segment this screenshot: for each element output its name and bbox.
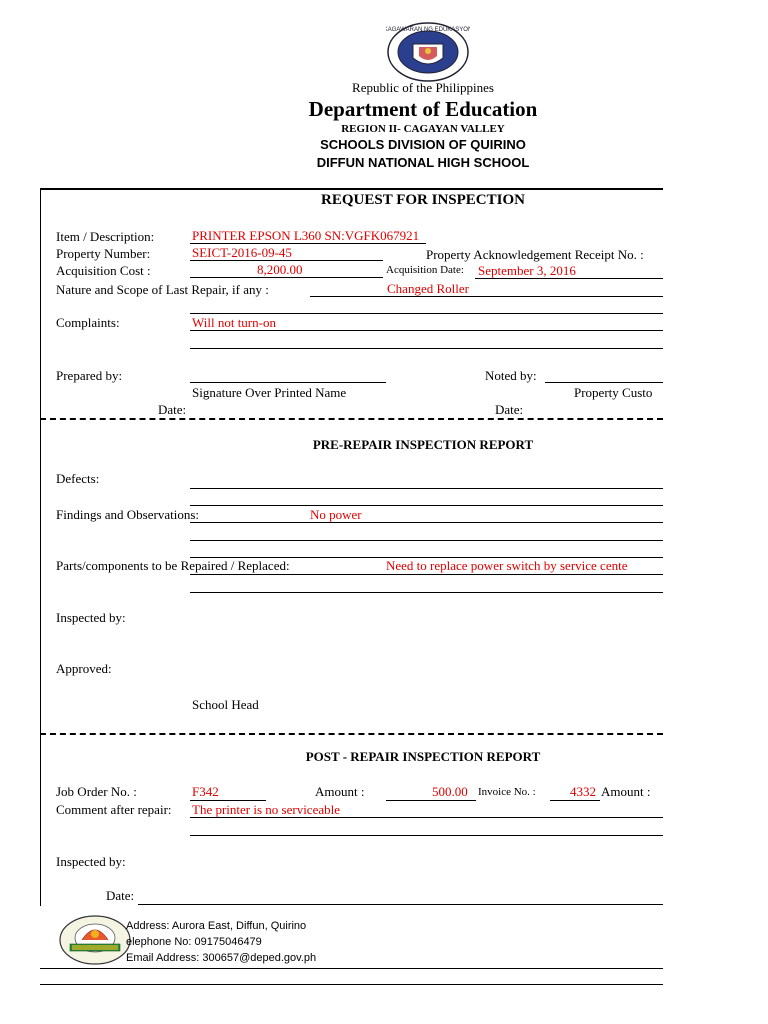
property-number-line xyxy=(190,260,383,261)
footer-email[interactable]: Email Address: 300657@deped.gov.ph xyxy=(126,952,317,964)
invoice-value[interactable]: 4332 xyxy=(570,784,596,799)
footer-address: Address: Aurora East, Diffun, Quirino xyxy=(126,920,307,932)
acq-date-line xyxy=(475,278,663,279)
property-number-label: Property Number: xyxy=(56,246,151,261)
par-label: Property Acknowledgement Receipt No. : xyxy=(426,247,644,262)
footer-line-1 xyxy=(40,968,663,969)
complaints-label: Complaints: xyxy=(56,315,120,330)
deped-seal-icon xyxy=(386,22,470,82)
findings-line-1 xyxy=(190,522,663,523)
last-repair-label: Nature and Scope of Last Repair, if any : xyxy=(56,282,269,297)
invoice-label: Invoice No. : xyxy=(478,786,536,798)
noted-by-label: Noted by: xyxy=(485,368,537,383)
findings-value[interactable]: No power xyxy=(310,507,362,522)
division-text: SCHOOLS DIVISION OF QUIRINO xyxy=(320,137,526,152)
acq-cost-value[interactable]: 8,200.00 xyxy=(257,262,303,277)
invoice-line xyxy=(550,800,600,801)
findings-line-top xyxy=(190,505,663,506)
signature-label: Signature Over Printed Name xyxy=(192,385,347,400)
school-text: DIFFUN NATIONAL HIGH SCHOOL xyxy=(316,155,530,170)
school-head-label: School Head xyxy=(192,697,259,712)
post-date-label: Date: xyxy=(106,888,135,903)
section-divider-2 xyxy=(40,733,663,735)
parts-line-2 xyxy=(190,592,663,593)
acq-date-label: Acquisition Date: xyxy=(386,264,464,276)
prepared-by-label: Prepared by: xyxy=(56,368,123,383)
acq-cost-line xyxy=(190,277,383,278)
republic-text: Republic of the Philippines xyxy=(352,80,494,95)
parts-label: Parts/components to be Repaired / Replaced: xyxy=(56,558,290,573)
comment-line-1 xyxy=(190,817,663,818)
last-repair-value[interactable]: Changed Roller xyxy=(387,281,469,296)
form-left-border xyxy=(40,188,41,906)
amount-line xyxy=(386,800,476,801)
defects-line xyxy=(190,488,663,489)
post-date-line xyxy=(138,904,663,905)
post-repair-title: POST - REPAIR INSPECTION REPORT xyxy=(305,749,541,764)
comment-label: Comment after repair: xyxy=(56,802,172,817)
svg-text:KAGAWARAN NG EDUKASYON: KAGAWARAN NG EDUKASYON xyxy=(386,27,470,33)
complaints-line-2 xyxy=(190,348,663,349)
complaints-value[interactable]: Will not turn-on xyxy=(192,315,276,330)
pre-inspected-by-label: Inspected by: xyxy=(56,610,126,625)
comment-line-2 xyxy=(190,835,663,836)
parts-value[interactable]: Need to replace power switch by service cente xyxy=(386,558,628,573)
comment-value[interactable]: The printer is no serviceable xyxy=(192,802,340,817)
property-number-value[interactable]: SEICT-2016-09-45 xyxy=(192,245,292,260)
amount-label: Amount : xyxy=(315,784,365,799)
parts-line-1 xyxy=(190,574,663,575)
prepared-by-line xyxy=(190,382,386,383)
job-order-value[interactable]: F342 xyxy=(192,784,219,799)
property-custodian-label: Property Custo xyxy=(574,385,653,400)
post-inspected-by-label: Inspected by: xyxy=(56,854,126,869)
defects-label: Defects: xyxy=(56,471,100,486)
job-order-label: Job Order No. : xyxy=(56,784,137,799)
pre-repair-title: PRE-REPAIR INSPECTION REPORT xyxy=(312,437,534,452)
form-top-border xyxy=(40,188,663,190)
noted-by-line xyxy=(545,382,663,383)
form-title: REQUEST FOR INSPECTION xyxy=(321,192,525,208)
footer-telephone: elephone No: 09175046479 xyxy=(126,936,262,948)
acq-date-value[interactable]: September 3, 2016 xyxy=(478,263,576,278)
footer-line-2 xyxy=(40,984,663,985)
last-repair-line xyxy=(310,296,663,297)
section-divider-1 xyxy=(40,418,663,420)
amount-value[interactable]: 500.00 xyxy=(432,784,468,799)
item-label: Item / Description: xyxy=(56,229,155,244)
region-text: REGION II- CAGAYAN VALLEY xyxy=(341,123,505,135)
job-order-line xyxy=(190,800,266,801)
item-line xyxy=(190,243,426,244)
school-seal-icon xyxy=(58,914,132,966)
item-value[interactable]: PRINTER EPSON L360 SN:VGFK067921 xyxy=(192,228,420,243)
acq-cost-label: Acquisition Cost : xyxy=(56,263,151,278)
noted-date-label: Date: xyxy=(495,402,524,417)
complaints-line-top xyxy=(190,313,663,314)
complaints-line-1 xyxy=(190,330,663,331)
amount2-label: Amount : xyxy=(601,784,651,799)
department-title: Department of Education xyxy=(308,97,538,121)
approved-label: Approved: xyxy=(56,661,112,676)
findings-label: Findings and Observations: xyxy=(56,507,199,522)
findings-line-2 xyxy=(190,540,663,541)
prepared-date-label: Date: xyxy=(158,402,187,417)
